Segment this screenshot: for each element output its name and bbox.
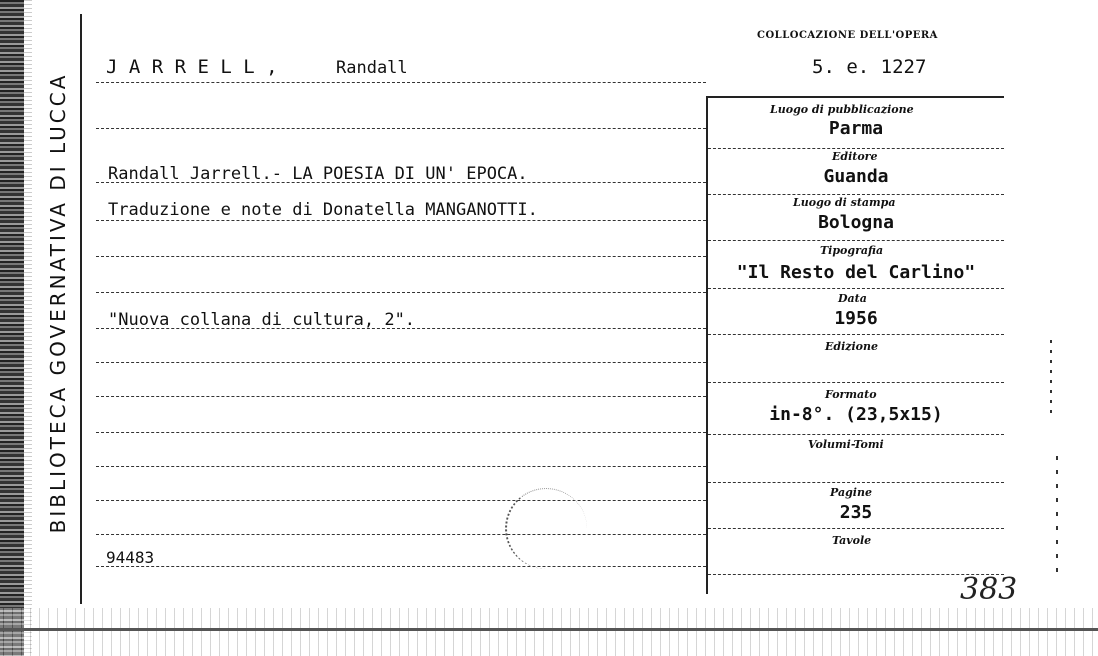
rule-line (96, 292, 706, 293)
field-rule (708, 434, 1004, 435)
field-label-pagine: Pagine (830, 486, 872, 499)
rule-line (96, 220, 706, 221)
field-label-volumi-tomi: Volumi-Tomi (808, 438, 884, 451)
scan-noise-band (0, 608, 1098, 656)
field-value-pagine: 235 (839, 502, 873, 523)
edge-tick-marks (1050, 340, 1052, 420)
field-label-luogo-pubblicazione: Luogo di pubblicazione (770, 103, 914, 116)
field-label-edizione: Edizione (825, 340, 879, 353)
rule-line (96, 256, 706, 257)
field-label-editore: Editore (832, 150, 878, 163)
rule-line (96, 534, 706, 535)
card-left-edge (0, 0, 24, 656)
field-value-luogo-pubblicazione: Parma (828, 118, 884, 139)
field-value-formato: in-8°. (23,5x15) (769, 404, 943, 425)
field-label-tipografia: Tipografia (820, 244, 884, 257)
card-left-edge-light (24, 0, 32, 656)
field-value-editore: Guanda (823, 166, 889, 187)
field-value-tipografia: "Il Resto del Carlino" (736, 262, 976, 283)
rule-line (96, 566, 706, 567)
field-rule (708, 382, 1004, 383)
rule-line (96, 362, 706, 363)
field-label-data: Data (838, 292, 867, 305)
field-rule (708, 334, 1004, 335)
collocazione-label: COLLOCAZIONE DELL'OPERA (757, 30, 938, 41)
field-rule (708, 288, 1004, 289)
field-value-data: 1956 (834, 308, 878, 329)
rule-line (96, 432, 706, 433)
field-rule (708, 482, 1004, 483)
library-name: BIBLIOTECA GOVERNATIVA DI LUCCA (46, 72, 70, 534)
fields-top-rule (708, 96, 1004, 98)
rule-line (96, 396, 706, 397)
field-rule (708, 148, 1004, 149)
rule-line (96, 128, 706, 129)
rule-line (96, 500, 706, 501)
author-surname: J A R R E L L , (106, 56, 278, 78)
card-bottom-edge (0, 628, 1098, 631)
stamp-mark (505, 488, 587, 569)
translation-line: Traduzione e note di Donatella MANGANOTTI. (108, 200, 538, 220)
rule-line (96, 466, 706, 467)
field-value-luogo-stampa: Bologna (818, 212, 894, 233)
inventory-number: 94483 (106, 548, 155, 567)
title-line: Randall Jarrell.- LA POESIA DI UN' EPOCA. (108, 164, 528, 184)
library-spine (34, 18, 82, 588)
field-rule (708, 528, 1004, 529)
field-label-luogo-stampa: Luogo di stampa (793, 196, 896, 209)
edge-tick-marks (1056, 456, 1058, 576)
field-label-formato: Formato (825, 388, 877, 401)
handwritten-number: 383 (960, 572, 1018, 607)
series-line: "Nuova collana di cultura, 2". (108, 310, 416, 330)
left-margin-rule (80, 14, 82, 604)
author-name: Randall (336, 58, 408, 78)
field-label-tavole: Tavole (832, 534, 872, 547)
field-rule (708, 194, 1004, 195)
rule-line (96, 82, 706, 83)
shelfmark: 5. e. 1227 (812, 56, 927, 78)
field-rule (708, 240, 1004, 241)
